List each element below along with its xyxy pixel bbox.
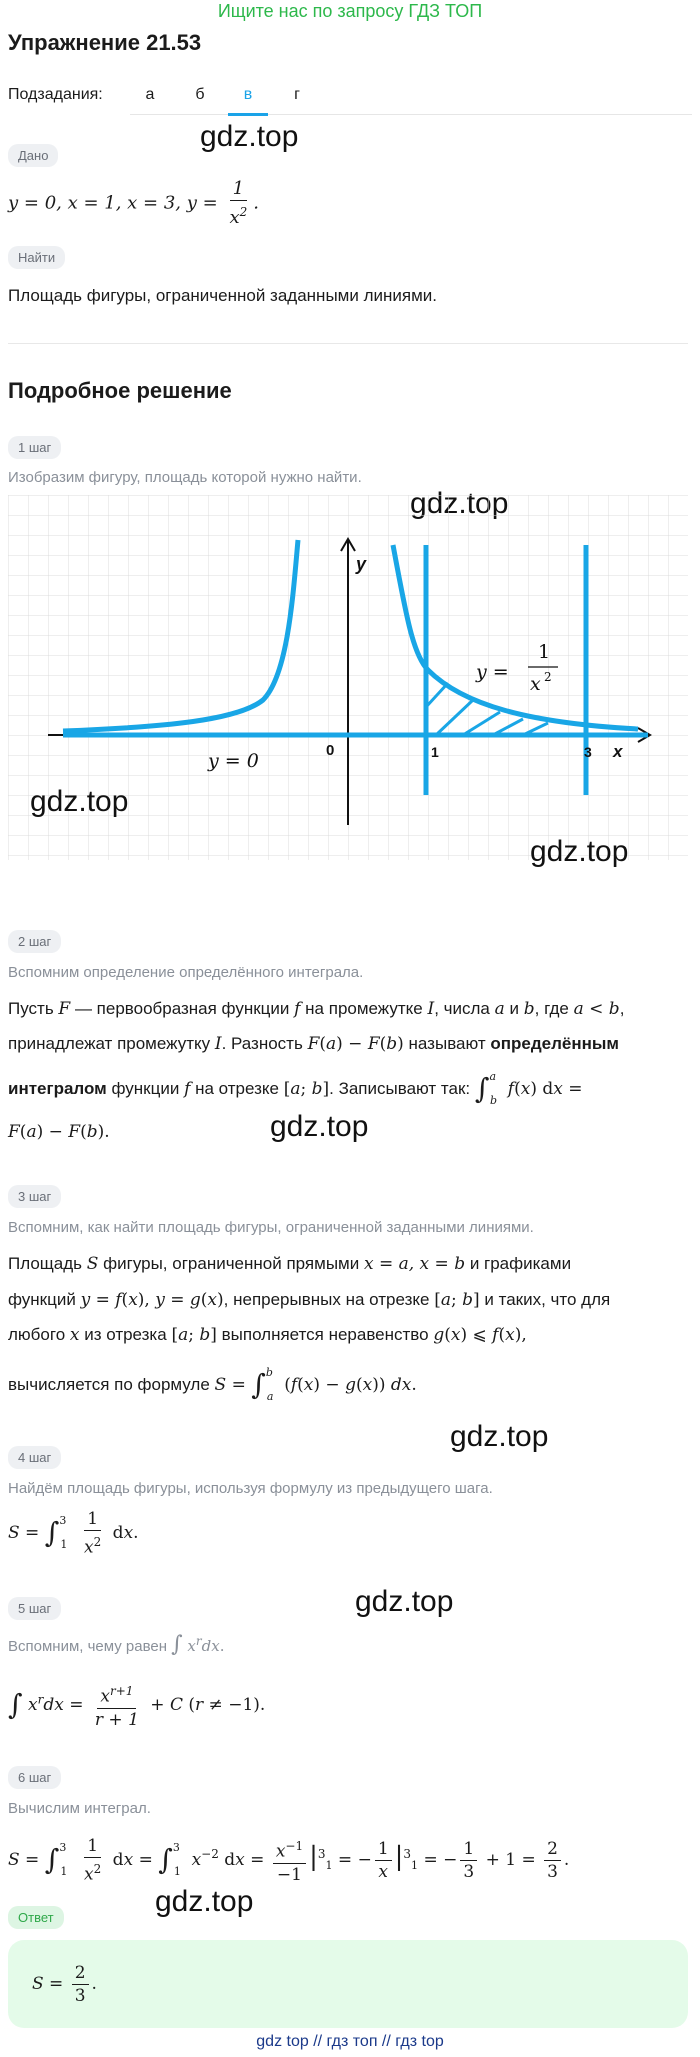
solution-title: Подробное решение	[8, 378, 232, 403]
top-banner[interactable]: Ищите нас по запросу ГДЗ ТОП	[217, 1, 483, 21]
tabs-divider	[130, 114, 692, 115]
watermark: gdz.top	[530, 835, 629, 868]
step3-line2: функций y = f(x), y = g(x), непрерывных на отрезке [a; b] и таких, что для	[8, 1290, 611, 1310]
tick-3-label: 3	[584, 744, 592, 760]
step3-line3: любого x из отрезка [a; b] выполняется неравенство g(x) ⩽ f(x),	[8, 1325, 527, 1345]
step-badge: 1 шаг	[8, 436, 61, 459]
given-formula: y = 0, x = 1, x = 3, y = $\frac{1}{x^2}$ .	[8, 178, 259, 228]
step5-formula: ∫ $x^rdx$ = $\frac{x^{r+1}}{r + 1}$ + C (r ≠ −1).	[8, 1680, 265, 1731]
svg-text:2: 2	[544, 670, 552, 684]
y-axis-label: y	[356, 554, 367, 574]
step3-line1: Площадь S фигуры, ограниченной прямыми x = a, x = b и графиками	[8, 1254, 572, 1274]
watermark: gdz.top	[450, 1420, 549, 1453]
given-badge: Дано	[8, 144, 58, 167]
answer-formula: S = $\frac{2}{3}$ .	[32, 1963, 97, 2006]
step2-line3: интегралом функции f на отрезке [a; b]. Записывают так: ∫$^a_b$ f(x) dx =	[8, 1070, 583, 1107]
find-badge: Найти	[8, 246, 65, 269]
watermark: gdz.top	[30, 785, 129, 818]
svg-text:x: x	[530, 673, 541, 695]
watermark: gdz.top	[200, 120, 299, 153]
subtasks-label: Подзадания:	[8, 86, 103, 103]
step3-line4: вычисляется по формуле S = ∫$^b_a$ (f(x) − g(x)) dx.	[8, 1366, 417, 1403]
divider	[8, 343, 688, 344]
tab-a[interactable]: а	[145, 86, 155, 103]
tab-g[interactable]: г	[294, 86, 300, 103]
answer-box	[8, 1940, 688, 2028]
x-axis-label: x	[613, 742, 623, 761]
find-text: Площадь фигуры, ограниченной заданными линиями.	[8, 286, 437, 305]
step2-line1: Пусть F — первообразная функции f на промежутке I, числа a и b, где a < b,	[8, 999, 625, 1019]
origin-label: 0	[326, 742, 335, 759]
answer-badge: Ответ	[8, 1906, 64, 1929]
tab-v[interactable]: в	[243, 86, 253, 103]
step6-formula: S = ∫$^3_1$ $\frac{1}{x^2}$ dx = ∫$^3_1$ $x^{-2}$ dx = $\frac{x^{-1}}{-1}$ $|^3_1$ = − $\frac{1}{x}$ $|^3_1$ = − $\frac{1}{3}$ + 1 = $\frac{2}{3}$ .	[8, 1836, 570, 1885]
active-tab-indicator	[228, 113, 268, 116]
y0-label: y = 0	[208, 750, 259, 772]
step-badge: 4 шаг	[8, 1446, 61, 1469]
tab-b[interactable]: б	[195, 86, 205, 103]
step-caption: Изобразим фигуру, площадь которой нужно найти.	[8, 469, 362, 486]
step2-line4: F(a) − F(b).	[8, 1122, 110, 1142]
step-badge: 2 шаг	[8, 930, 61, 953]
footer-links[interactable]: gdz top // гдз топ // гдз top	[256, 2033, 444, 2050]
watermark: gdz.top	[355, 1585, 454, 1618]
watermark: gdz.top	[155, 1885, 254, 1918]
page-title: Упражнение 21.53	[8, 30, 202, 55]
step-badge: 5 шаг	[8, 1597, 61, 1620]
step-badge: 6 шаг	[8, 1766, 61, 1789]
step-caption: Вспомним определение определённого интеграла.	[8, 964, 364, 981]
svg-text:y =: y =	[476, 661, 509, 683]
step-caption: Найдём площадь фигуры, используя формулу из предыдущего шага.	[8, 1480, 493, 1497]
step-caption: Вспомним, чему равен ∫ $x^rdx$.	[8, 1632, 225, 1657]
step4-formula: S = ∫$^3_1$ $\frac{1}{x^2}$ dx.	[8, 1509, 139, 1558]
svg-text:1: 1	[538, 641, 551, 663]
step2-line2: принадлежат промежутку I. Разность F(a) − F(b) называют определённым	[8, 1034, 620, 1054]
step-badge: 3 шаг	[8, 1185, 61, 1208]
step-caption: Вычислим интеграл.	[8, 1800, 151, 1817]
watermark: gdz.top	[270, 1110, 369, 1143]
step-caption: Вспомним, как найти площадь фигуры, ограниченной заданными линиями.	[8, 1219, 534, 1236]
tick-1-label: 1	[431, 744, 439, 760]
